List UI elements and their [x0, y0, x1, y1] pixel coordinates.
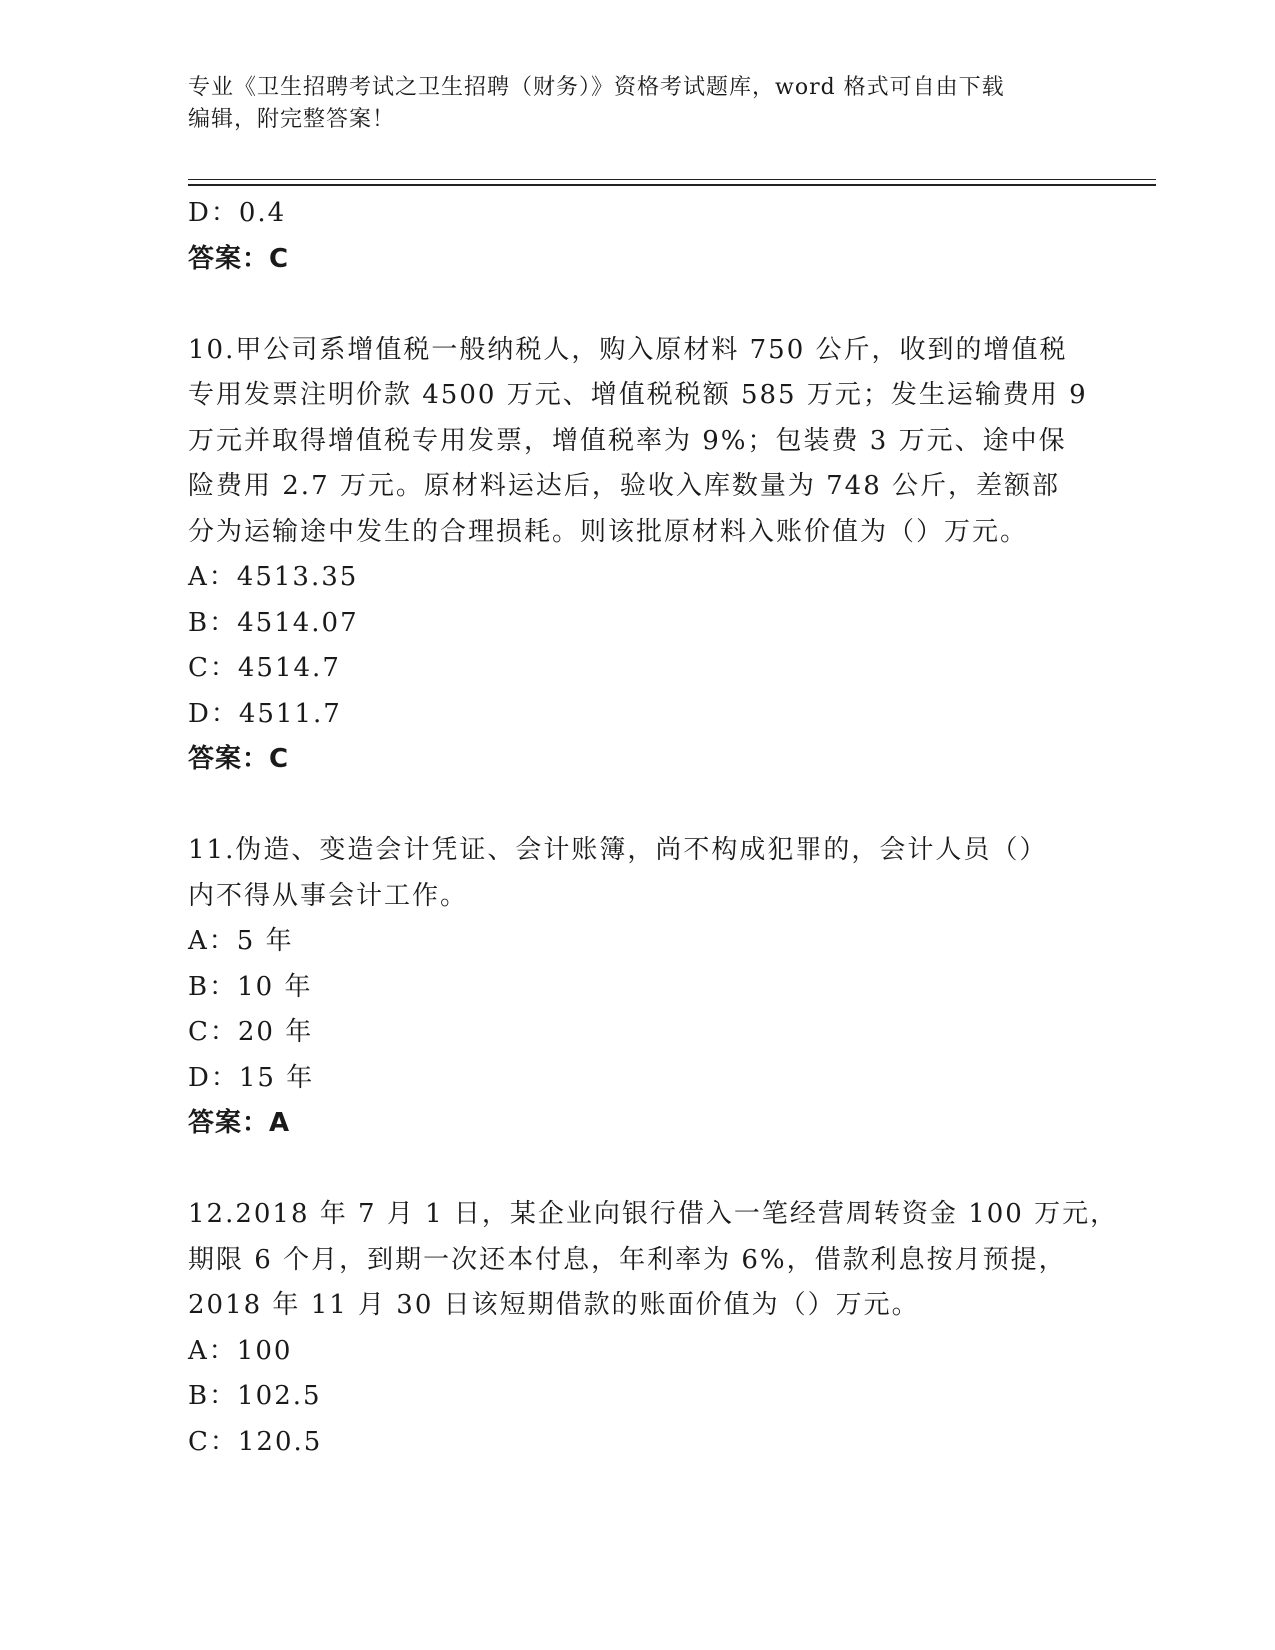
answer-line: 答案：C [188, 243, 290, 274]
document-header [188, 72, 1088, 136]
question-11 [188, 828, 1088, 1147]
question-12 [188, 1192, 1119, 1465]
option-a: A：5 年 [188, 926, 294, 956]
question-text-line: 11.伪造、变造会计凭证、会计账簿，尚不构成犯罪的，会计人员（） [188, 835, 1048, 865]
question-text-line: 专用发票注明价款 4500 万元、增值税税额 585 万元；发生运输费用 9 [188, 380, 1088, 410]
question-text-line: 险费用 2.7 万元。原材料运达后，验收入库数量为 748 公斤，差额部 [188, 471, 1061, 501]
option-c: C：20 年 [188, 1017, 314, 1047]
option-c: C：120.5 [188, 1426, 323, 1457]
spacer [188, 282, 1088, 328]
header-line-2: 编辑，附完整答案！ [188, 107, 396, 132]
question-10 [188, 328, 1088, 783]
option-d: D：15 年 [188, 1062, 315, 1093]
option-c: C：4514.7 [188, 653, 341, 683]
spacer [188, 1147, 1088, 1193]
spacer [188, 783, 1088, 829]
option-d: D：0.4 [188, 198, 287, 228]
question-text-line: 2018 年 11 月 30 日该短期借款的账面价值为（）万元。 [188, 1290, 920, 1320]
question-text-line: 内不得从事会计工作。 [188, 880, 469, 911]
question-text-line: 12.2018 年 7 月 1 日，某企业向银行借入一笔经营周转资金 100 万元， [188, 1199, 1119, 1229]
answer-line: 答案：A [188, 1108, 291, 1138]
header-line-1: 专业《卫生招聘考试之卫生招聘（财务）》资格考试题库，word 格式可自由下载 [188, 75, 1005, 100]
option-b: B：10 年 [188, 971, 313, 1002]
header-rule-thin [188, 179, 1156, 180]
question-text-line: 分为运输途中发生的合理损耗。则该批原材料入账价值为（）万元。 [188, 516, 1029, 547]
option-d: D：4511.7 [188, 698, 342, 729]
document-body [188, 191, 1119, 1465]
previous-question-tail [188, 191, 1088, 282]
question-text-line: 万元并取得增值税专用发票，增值税率为 9%；包装费 3 万元、途中保 [188, 425, 1067, 456]
header-rule-thick [188, 184, 1156, 186]
option-a: A：100 [188, 1335, 293, 1366]
question-text-line: 10.甲公司系增值税一般纳税人，购入原材料 750 公斤，收到的增值税 [188, 334, 1068, 365]
answer-line: 答案：C [188, 744, 290, 774]
question-text-line: 期限 6 个月，到期一次还本付息，年利率为 6%，借款利息按月预提， [188, 1244, 1067, 1275]
option-b: B：4514.07 [188, 607, 359, 638]
option-a: A：4513.35 [188, 562, 359, 592]
option-b: B：102.5 [188, 1381, 322, 1411]
